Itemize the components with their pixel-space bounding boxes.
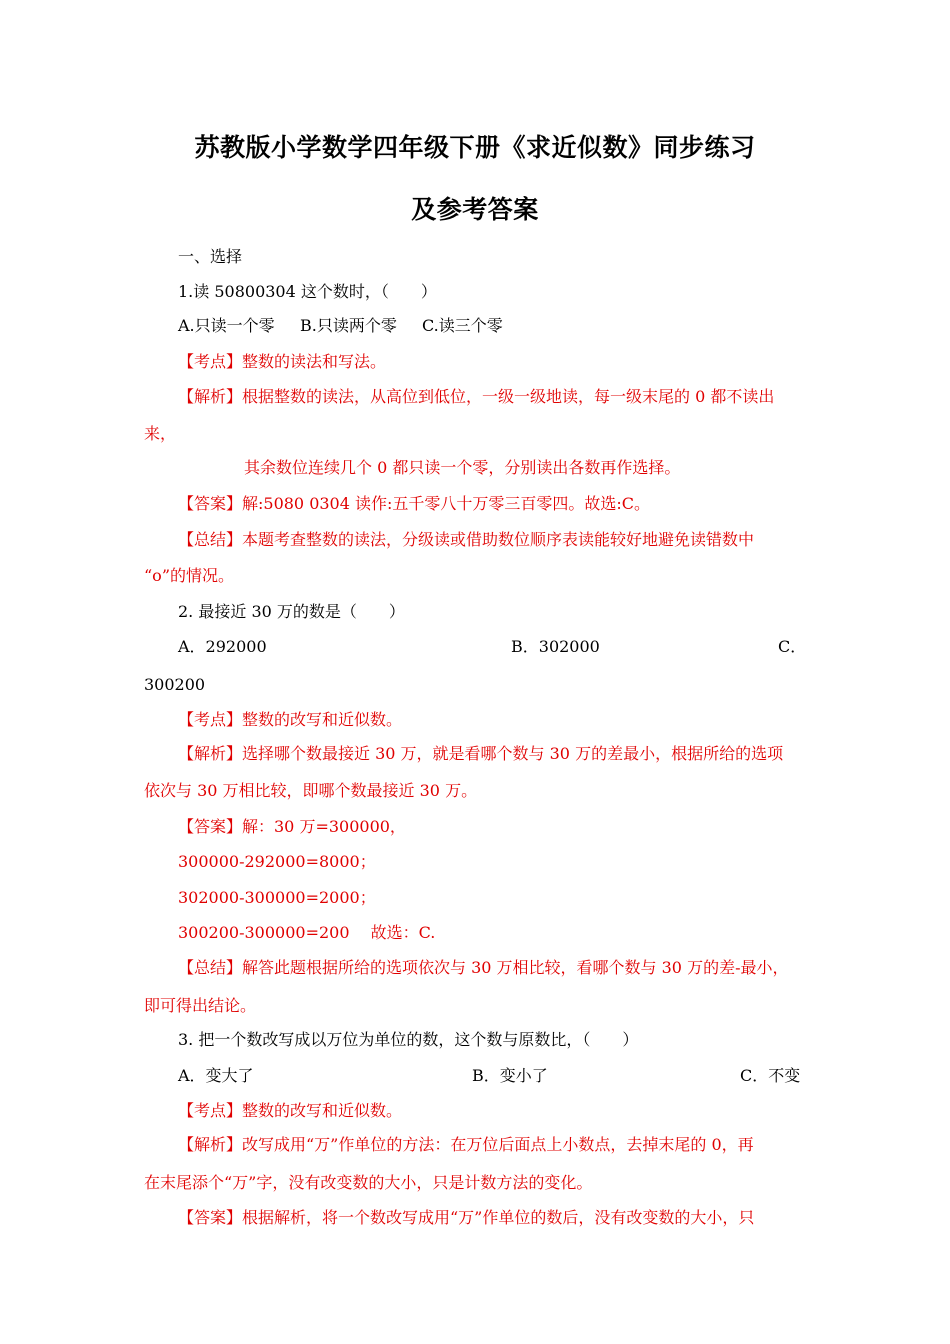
q2-zongjie-line-1: 【总结】解答此题根据所给的选项依次与 30 万相比较，看哪个数与 30 万的差-最小， — [178, 958, 789, 977]
q1-option-b: B.只读两个零 — [300, 316, 397, 335]
q3-jiexi-line-1: 【解析】改写成用“万”作单位的方法：在万位后面点上小数点，去掉末尾的 0，再 — [178, 1135, 754, 1154]
q2-daan-line-1: 【答案】解：30 万=300000， — [178, 817, 406, 836]
q1-jiexi-line-3: 其余数位连续几个 0 都只读一个零，分别读出各数再作选择。 — [244, 458, 681, 477]
q1-stem: 1.读 50800304 这个数时，（ ） — [178, 282, 437, 301]
q2-daan-line-4: 300200-300000=200 故选：C. — [178, 923, 436, 942]
q3-daan-line-1: 【答案】根据解析，将一个数改写成用“万”作单位的数后，没有改变数的大小，只 — [178, 1208, 755, 1227]
q1-daan: 【答案】解:5080 0304 读作:五千零八十万零三百零四。故选:C。 — [178, 494, 651, 513]
q1-kaodian: 【考点】整数的读法和写法。 — [178, 352, 387, 371]
q2-daan-line-3: 302000-300000=2000； — [178, 888, 376, 907]
q2-option-b: B．302000 — [511, 637, 600, 656]
q1-zongjie-line-1: 【总结】本题考查整数的读法，分级读或借助数位顺序表读能较好地避免读错数中 — [178, 530, 755, 549]
q2-stem: 2. 最接近 30 万的数是（ ） — [178, 602, 405, 621]
q1-zongjie-line-2: “o”的情况。 — [144, 566, 234, 585]
q1-jiexi-line-2: 来， — [144, 424, 177, 443]
q2-option-c-value: 300200 — [144, 675, 206, 694]
q2-zongjie-line-2: 即可得出结论。 — [144, 996, 257, 1015]
q3-option-a: A．变大了 — [178, 1066, 254, 1085]
section-heading: 一、选择 — [178, 247, 243, 266]
q3-jiexi-line-2: 在末尾添个“万”字，没有改变数的大小，只是计数方法的变化。 — [144, 1173, 593, 1192]
q3-option-b: B．变小了 — [472, 1066, 548, 1085]
q3-kaodian: 【考点】整数的改写和近似数。 — [178, 1101, 403, 1120]
q2-jiexi-line-2: 依次与 30 万相比较，即哪个数最接近 30 万。 — [144, 781, 478, 800]
q2-jiexi-line-1: 【解析】选择哪个数最接近 30 万，就是看哪个数与 30 万的差最小，根据所给的选项 — [178, 744, 784, 763]
document-title-line-1: 苏教版小学数学四年级下册《求近似数》同步练习 — [194, 133, 756, 162]
q2-option-a: A．292000 — [178, 637, 267, 656]
q1-option-c: C.读三个零 — [422, 316, 503, 335]
q2-daan-line-2: 300000-292000=8000； — [178, 852, 376, 871]
document-title-line-2: 及参考答案 — [411, 195, 539, 224]
q2-kaodian: 【考点】整数的改写和近似数。 — [178, 710, 403, 729]
q2-option-c-label: C． — [778, 637, 807, 656]
q1-option-a: A.只读一个零 — [178, 316, 275, 335]
q1-jiexi-line-1: 【解析】根据整数的读法，从高位到低位，一级一级地读，每一级末尾的 0 都不读出 — [178, 387, 775, 406]
q3-option-c: C．不变 — [740, 1066, 801, 1085]
q3-stem: 3. 把一个数改写成以万位为单位的数，这个数与原数比，（ ） — [178, 1030, 639, 1049]
